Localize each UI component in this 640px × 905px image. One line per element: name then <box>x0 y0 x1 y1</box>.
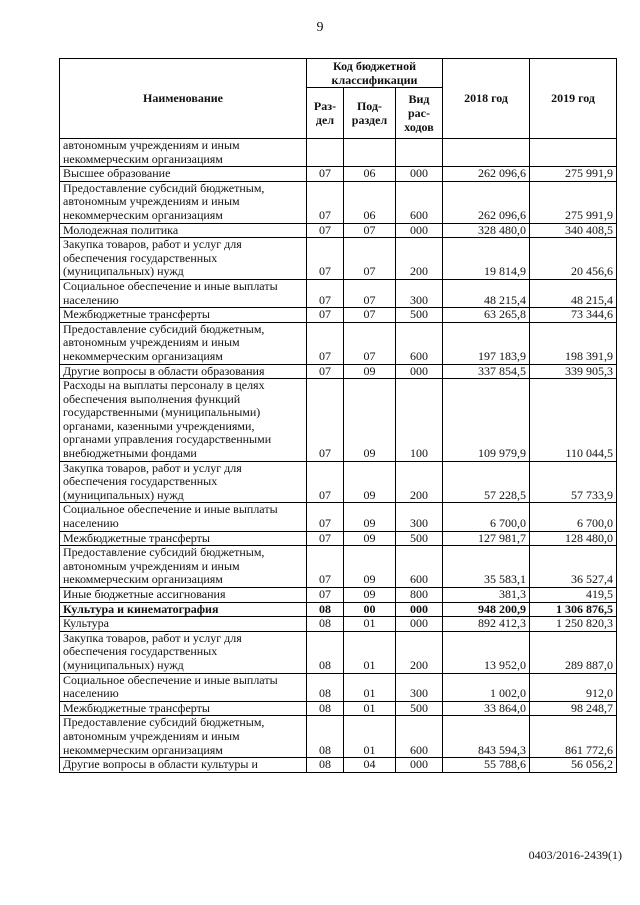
row-section: 08 <box>307 602 344 617</box>
row-value-2019: 48 215,4 <box>530 279 617 307</box>
row-value-2019: 419,5 <box>530 588 617 603</box>
row-value-2019: 110 044,5 <box>530 379 617 462</box>
row-expense-type: 000 <box>396 223 443 238</box>
row-expense-type: 300 <box>396 279 443 307</box>
table-row <box>60 701 617 716</box>
row-section: 07 <box>307 238 344 280</box>
row-name: Предоставление субсидий бюджетным, автономным учреждениям и иным некоммерческим организациям <box>60 181 307 223</box>
row-value-2019: 1 250 820,3 <box>530 617 617 632</box>
table-row <box>60 167 617 182</box>
row-value-2018: 63 265,8 <box>443 308 530 323</box>
table-row <box>60 308 617 323</box>
budget-table <box>59 58 617 773</box>
row-value-2018: 197 183,9 <box>443 322 530 364</box>
row-name: Закупка товаров, работ и услуг для обеспечения государственных (муниципальных) нужд <box>60 631 307 673</box>
row-value-2019: 861 772,6 <box>530 716 617 758</box>
row-value-2018: 48 215,4 <box>443 279 530 307</box>
row-expense-type: 500 <box>396 531 443 546</box>
row-section: 08 <box>307 716 344 758</box>
table-row <box>60 617 617 632</box>
row-subsection: 07 <box>344 308 396 323</box>
row-name: Иные бюджетные ассигнования <box>60 588 307 603</box>
table-row <box>60 716 617 758</box>
row-value-2019: 289 887,0 <box>530 631 617 673</box>
row-name: Социальное обеспечение и иные выплаты населению <box>60 279 307 307</box>
row-value-2019: 73 344,6 <box>530 308 617 323</box>
row-section: 08 <box>307 701 344 716</box>
row-name: Социальное обеспечение и иные выплаты населению <box>60 673 307 701</box>
row-name: Закупка товаров, работ и услуг для обеспечения государственных (муниципальных) нужд <box>60 238 307 280</box>
row-value-2019: 36 527,4 <box>530 546 617 588</box>
table-row <box>60 461 617 503</box>
table-row <box>60 279 617 307</box>
row-section <box>307 139 344 167</box>
row-expense-type: 200 <box>396 631 443 673</box>
row-name: Закупка товаров, работ и услуг для обеспечения государственных (муниципальных) нужд <box>60 461 307 503</box>
row-value-2018: 262 096,6 <box>443 181 530 223</box>
row-name: Межбюджетные трансферты <box>60 701 307 716</box>
row-value-2018: 19 814,9 <box>443 238 530 280</box>
row-section: 08 <box>307 758 344 773</box>
row-subsection: 09 <box>344 503 396 531</box>
row-value-2019 <box>530 139 617 167</box>
row-expense-type: 600 <box>396 546 443 588</box>
row-value-2019: 912,0 <box>530 673 617 701</box>
row-value-2018 <box>443 139 530 167</box>
row-name: Предоставление субсидий бюджетным, автономным учреждениям и иным некоммерческим организациям <box>60 546 307 588</box>
row-name: Молодежная политика <box>60 223 307 238</box>
row-section: 07 <box>307 503 344 531</box>
row-value-2018: 13 952,0 <box>443 631 530 673</box>
header-name: Наименование <box>60 59 307 139</box>
table-row <box>60 588 617 603</box>
row-section: 07 <box>307 546 344 588</box>
row-name: Другие вопросы в области культуры и <box>60 758 307 773</box>
table-row <box>60 322 617 364</box>
table-row <box>60 503 617 531</box>
row-name: Социальное обеспечение и иные выплаты населению <box>60 503 307 531</box>
row-value-2019: 275 991,9 <box>530 181 617 223</box>
table-row <box>60 139 617 167</box>
row-value-2019: 275 991,9 <box>530 167 617 182</box>
row-value-2018: 892 412,3 <box>443 617 530 632</box>
row-name: Предоставление субсидий бюджетным, автономным учреждениям и иным некоммерческим организациям <box>60 322 307 364</box>
row-expense-type: 800 <box>396 588 443 603</box>
row-value-2019: 57 733,9 <box>530 461 617 503</box>
row-subsection: 01 <box>344 716 396 758</box>
header-code-group: Код бюджетной классификации <box>307 59 443 88</box>
row-expense-type: 500 <box>396 701 443 716</box>
header-expense-type: Вид рас-ходов <box>396 88 443 139</box>
row-subsection: 07 <box>344 279 396 307</box>
row-value-2019: 198 391,9 <box>530 322 617 364</box>
row-expense-type: 000 <box>396 758 443 773</box>
row-section: 07 <box>307 461 344 503</box>
table-row <box>60 758 617 773</box>
row-section: 07 <box>307 588 344 603</box>
document-code: 0403/2016-2439(1) <box>528 848 622 862</box>
row-name: Культура <box>60 617 307 632</box>
table-row <box>60 631 617 673</box>
row-subsection: 09 <box>344 546 396 588</box>
row-subsection: 01 <box>344 631 396 673</box>
table-row <box>60 531 617 546</box>
table-row <box>60 673 617 701</box>
row-name: Межбюджетные трансферты <box>60 531 307 546</box>
row-section: 07 <box>307 364 344 379</box>
header-2019: 2019 год <box>530 59 617 139</box>
row-expense-type: 000 <box>396 602 443 617</box>
table-row <box>60 546 617 588</box>
row-subsection: 06 <box>344 181 396 223</box>
row-expense-type: 300 <box>396 503 443 531</box>
row-section: 07 <box>307 531 344 546</box>
row-name: Межбюджетные трансферты <box>60 308 307 323</box>
row-name: Высшее образование <box>60 167 307 182</box>
row-value-2018: 843 594,3 <box>443 716 530 758</box>
row-value-2019: 98 248,7 <box>530 701 617 716</box>
row-value-2018: 1 002,0 <box>443 673 530 701</box>
row-subsection: 09 <box>344 531 396 546</box>
row-value-2019: 6 700,0 <box>530 503 617 531</box>
header-section: Раз-дел <box>307 88 344 139</box>
table-row <box>60 364 617 379</box>
row-section: 07 <box>307 379 344 462</box>
row-value-2019: 1 306 876,5 <box>530 602 617 617</box>
header-subsection: Под-раздел <box>344 88 396 139</box>
row-value-2019: 56 056,2 <box>530 758 617 773</box>
row-subsection: 07 <box>344 322 396 364</box>
row-section: 08 <box>307 617 344 632</box>
row-expense-type: 600 <box>396 181 443 223</box>
row-subsection: 01 <box>344 673 396 701</box>
row-value-2019: 128 480,0 <box>530 531 617 546</box>
row-expense-type: 200 <box>396 461 443 503</box>
row-value-2018: 127 981,7 <box>443 531 530 546</box>
row-name: Другие вопросы в области образования <box>60 364 307 379</box>
row-value-2019: 340 408,5 <box>530 223 617 238</box>
row-value-2018: 337 854,5 <box>443 364 530 379</box>
row-value-2018: 33 864,0 <box>443 701 530 716</box>
row-section: 07 <box>307 181 344 223</box>
row-subsection: 09 <box>344 461 396 503</box>
row-section: 07 <box>307 279 344 307</box>
row-value-2018: 381,3 <box>443 588 530 603</box>
row-expense-type: 300 <box>396 673 443 701</box>
row-subsection: 07 <box>344 223 396 238</box>
row-expense-type: 200 <box>396 238 443 280</box>
row-subsection: 01 <box>344 617 396 632</box>
page-number: 9 <box>316 20 324 35</box>
row-name: Предоставление субсидий бюджетным, автономным учреждениям и иным некоммерческим организациям <box>60 716 307 758</box>
row-section: 07 <box>307 308 344 323</box>
row-subsection: 09 <box>344 588 396 603</box>
table-row <box>60 223 617 238</box>
row-value-2018: 262 096,6 <box>443 167 530 182</box>
row-subsection: 01 <box>344 701 396 716</box>
row-value-2018: 109 979,9 <box>443 379 530 462</box>
row-value-2019: 339 905,3 <box>530 364 617 379</box>
row-subsection: 09 <box>344 364 396 379</box>
row-section: 07 <box>307 223 344 238</box>
table-row <box>60 379 617 462</box>
row-value-2018: 55 788,6 <box>443 758 530 773</box>
row-value-2018: 35 583,1 <box>443 546 530 588</box>
row-subsection: 09 <box>344 379 396 462</box>
row-value-2018: 948 200,9 <box>443 602 530 617</box>
row-section: 07 <box>307 322 344 364</box>
row-expense-type: 500 <box>396 308 443 323</box>
row-expense-type: 100 <box>396 379 443 462</box>
row-value-2018: 57 228,5 <box>443 461 530 503</box>
table-row <box>60 181 617 223</box>
row-expense-type: 600 <box>396 322 443 364</box>
row-section: 08 <box>307 631 344 673</box>
row-expense-type: 000 <box>396 617 443 632</box>
row-subsection <box>344 139 396 167</box>
row-expense-type: 000 <box>396 364 443 379</box>
row-subsection: 04 <box>344 758 396 773</box>
row-name: Культура и кинематография <box>60 602 307 617</box>
row-subsection: 06 <box>344 167 396 182</box>
row-subsection: 00 <box>344 602 396 617</box>
header-2018: 2018 год <box>443 59 530 139</box>
table-body <box>60 139 617 773</box>
row-expense-type: 600 <box>396 716 443 758</box>
row-value-2018: 6 700,0 <box>443 503 530 531</box>
row-value-2019: 20 456,6 <box>530 238 617 280</box>
row-name: автономным учреждениям и иным некоммерческим организациям <box>60 139 307 167</box>
row-section: 08 <box>307 673 344 701</box>
table-row <box>60 238 617 280</box>
row-name: Расходы на выплаты персоналу в целях обеспечения выполнения функций государственными (муниципальными) органами, казенными учреждениями, органами управления государственными внебюджетными фондами <box>60 379 307 462</box>
row-subsection: 07 <box>344 238 396 280</box>
row-section: 07 <box>307 167 344 182</box>
table-row <box>60 602 617 617</box>
row-expense-type: 000 <box>396 167 443 182</box>
row-value-2018: 328 480,0 <box>443 223 530 238</box>
row-expense-type <box>396 139 443 167</box>
